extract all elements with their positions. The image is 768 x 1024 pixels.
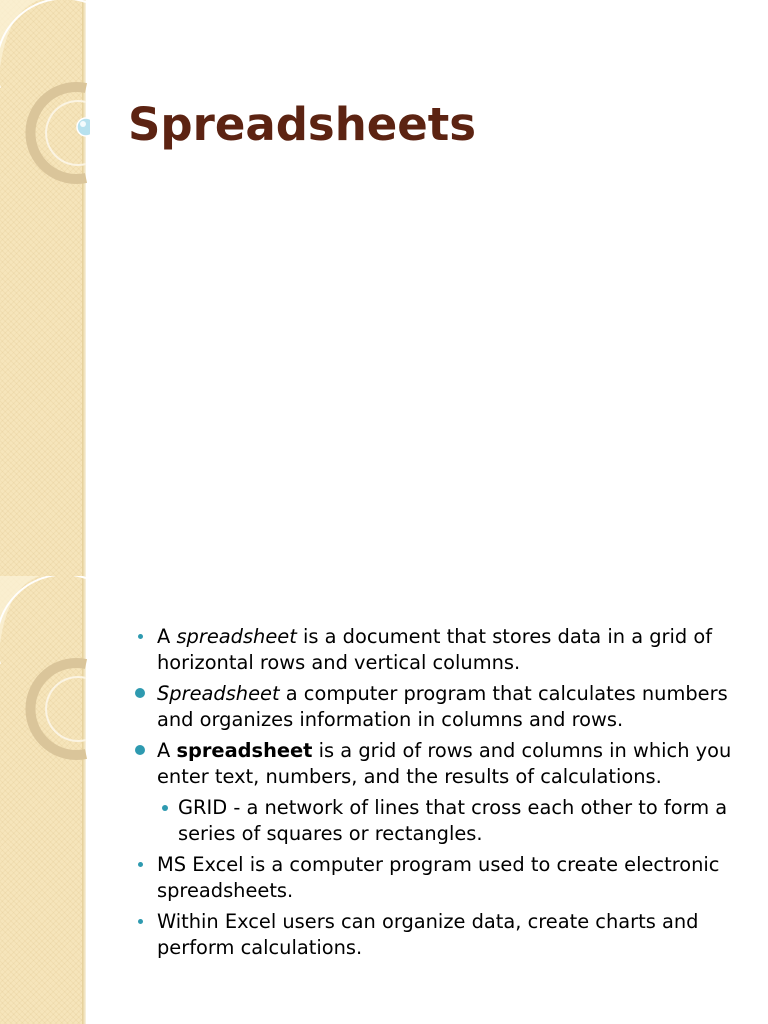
bullet-marker-icon [138, 634, 143, 639]
bullet-term: spreadsheet [176, 625, 297, 648]
bullet-list [157, 624, 742, 961]
bullet-text: a computer program that calculates numbers and organizes information in columns and rows. [157, 682, 728, 731]
bullet-marker-icon [162, 805, 168, 811]
bullet-text: MS Excel is a computer program used to create electronic spreadsheets. [157, 853, 720, 902]
bullet-item [157, 624, 742, 676]
bullet-item [157, 909, 742, 961]
bullet-text: is a grid of rows and columns in which you enter text, numbers, and the results of calculations. [157, 739, 732, 788]
bullet-item [157, 681, 742, 733]
bullet-lead-prefix: A [157, 625, 177, 648]
slide-body [157, 624, 742, 966]
bullet-term: spreadsheet [176, 739, 313, 762]
sub-bullet-item [178, 795, 742, 847]
bullet-text: GRID - a network of lines that cross each other to form a series of squares or rectangles. [178, 796, 728, 845]
bullet-marker-icon [138, 919, 143, 924]
bullet-lead-prefix: A [157, 739, 177, 762]
decorative-rings-bottom [0, 576, 90, 776]
bullet-marker-icon [138, 862, 143, 867]
bullet-term: Spreadsheet [157, 682, 280, 705]
bullet-text: is a document that stores data in a grid of horizontal rows and vertical columns. [157, 625, 713, 674]
bullet-marker-icon [135, 745, 145, 755]
slide-title: Spreadsheets [128, 98, 477, 151]
decorative-rings-top [0, 0, 90, 200]
bullet-text: Within Excel users can organize data, create charts and perform calculations. [157, 910, 699, 959]
bullet-item [157, 852, 742, 904]
bullet-marker-icon [135, 688, 145, 698]
bullet-item [157, 738, 742, 790]
